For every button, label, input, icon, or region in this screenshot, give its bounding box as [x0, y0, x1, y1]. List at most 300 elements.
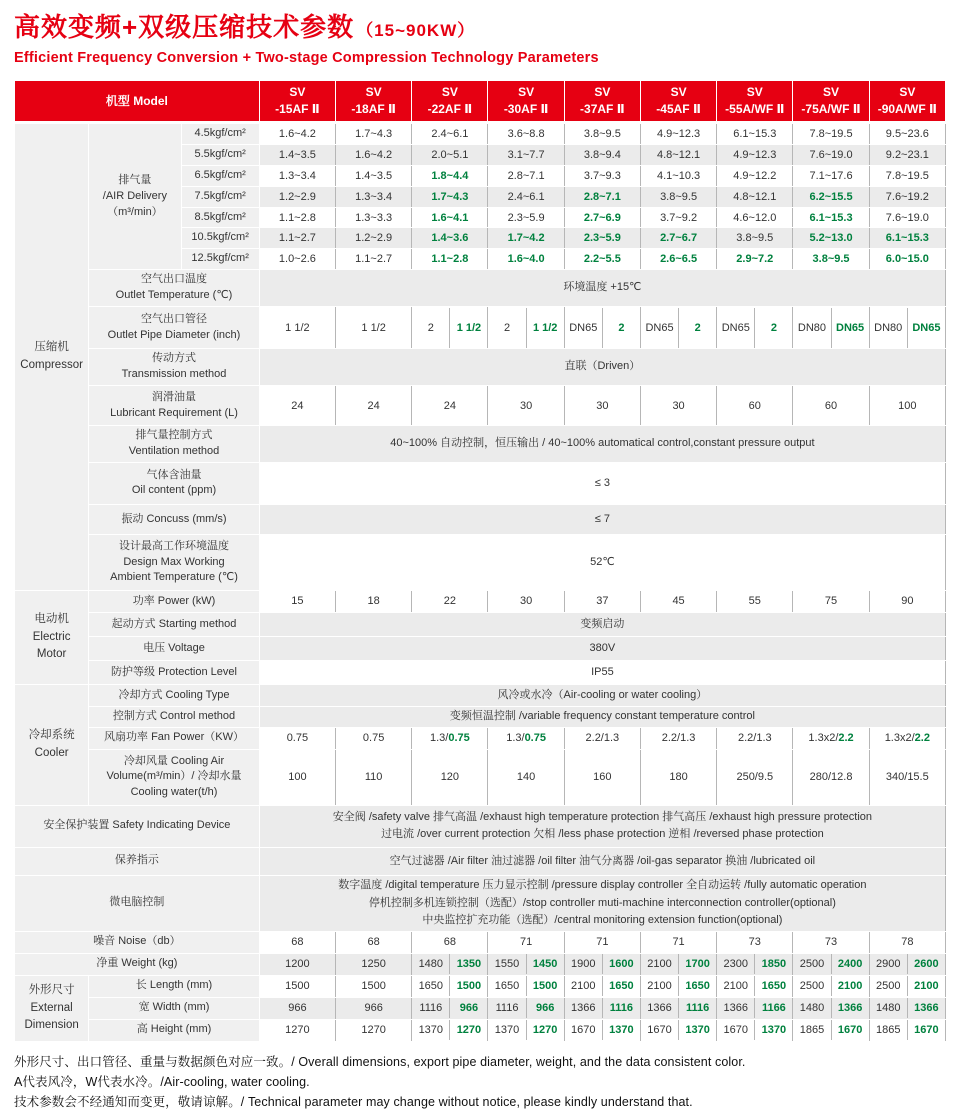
value-cell	[336, 590, 412, 612]
row-ventilation-method	[15, 426, 946, 463]
value-text: 1.6~4.2	[355, 148, 393, 161]
value-text: DN80	[874, 321, 903, 334]
value-green: 3.8~9.5	[812, 253, 850, 266]
row-label: 高 Height (mm)	[89, 1019, 260, 1041]
value-text: 22	[443, 595, 456, 608]
value-text: 380V	[589, 641, 616, 654]
value-text: 2500	[799, 980, 825, 993]
value-green: 1.6~4.1	[431, 211, 469, 224]
value-cell	[717, 997, 793, 1019]
value-text: 160	[593, 771, 612, 784]
value-green: 2	[770, 321, 777, 334]
value-green: 2.6~6.5	[660, 253, 698, 266]
value-text: 1.1~2.7	[278, 232, 316, 245]
value-cell	[640, 186, 716, 207]
row-concuss	[15, 504, 946, 534]
value-cell	[717, 931, 793, 953]
row-oil-content	[15, 462, 946, 504]
footer-note-color: 外形尺寸、出口管径、重量与数据颜色对应一致。/ Overall dimensions, export pipe diameter, weight, and the data consistent color.	[14, 1054, 746, 1069]
value-cell	[488, 931, 564, 953]
value-cell	[336, 207, 412, 228]
value-text: 2.2/1.3	[737, 732, 772, 745]
value-green: 1650	[761, 980, 787, 993]
value-green: 1270	[532, 1024, 558, 1037]
value-cell	[869, 186, 945, 207]
value-cell	[488, 228, 564, 249]
value-cell	[488, 997, 564, 1019]
value-green: 1.7~4.2	[507, 232, 545, 245]
value-cell	[793, 228, 869, 249]
value-green: 2.8~7.1	[583, 190, 621, 203]
value-cell	[640, 307, 716, 349]
value-green: 2100	[914, 980, 939, 993]
value-text: 24	[367, 399, 380, 412]
value-cell	[793, 186, 869, 207]
value-cell	[564, 997, 640, 1019]
span-value	[259, 426, 945, 463]
value-cell	[640, 122, 716, 144]
value-text: 直联（Driven）	[564, 360, 641, 373]
value-cell	[640, 1019, 716, 1041]
row-height	[15, 1019, 946, 1041]
row-label: 空气出口温度 Outlet Temperature (℃)	[89, 270, 260, 307]
value-text: 2500	[799, 958, 825, 971]
value-cell	[336, 144, 412, 165]
model-column-header: SV -30AF Ⅱ	[488, 81, 564, 123]
row-width	[15, 997, 946, 1019]
value-cell	[640, 997, 716, 1019]
model-column-header: SV -45AF Ⅱ	[640, 81, 716, 123]
pressure-sublabel: 8.5kgf/cm²	[181, 207, 259, 228]
value-text: 78	[901, 936, 914, 949]
value-cell	[869, 727, 945, 749]
value-text: 24	[291, 399, 304, 412]
value-text: 966	[288, 1002, 307, 1015]
value-text: 1116	[419, 1002, 443, 1015]
value-cell	[793, 975, 869, 997]
value-text: 3.7~9.3	[583, 169, 621, 182]
value-cell	[869, 1019, 945, 1041]
value-cell	[793, 749, 869, 805]
value-cell	[488, 727, 564, 749]
value-text: 过电流 /over current protection 欠相 /less phase protection 逆相 /reversed phase protection	[381, 828, 824, 841]
value-green: 2.2	[838, 732, 854, 745]
value-cell	[717, 590, 793, 612]
value-text: 1.1~2.7	[355, 253, 393, 266]
value-text: 1.2~2.9	[355, 232, 393, 245]
value-text: 1.1~2.8	[278, 211, 316, 224]
value-cell	[336, 997, 412, 1019]
value-text: 3.7~9.2	[660, 211, 698, 224]
value-cell	[564, 207, 640, 228]
value-cell	[640, 931, 716, 953]
value-cell	[412, 165, 488, 186]
value-text: 7.8~19.5	[885, 169, 929, 182]
value-text: 2100	[571, 980, 596, 993]
value-text: IP55	[591, 665, 614, 678]
value-text: 71	[519, 936, 533, 949]
value-text: 2.3~5.9	[507, 211, 545, 224]
row-lubricant-requirement	[15, 386, 946, 426]
value-text: 3.8~9.5	[660, 190, 698, 203]
value-cell	[717, 975, 793, 997]
value-text: 1200	[285, 958, 310, 971]
value-cell	[640, 165, 716, 186]
value-text: 180	[669, 771, 688, 784]
value-cell	[412, 727, 488, 749]
row-outlet-temperature	[15, 270, 946, 307]
value-cell	[717, 207, 793, 228]
row-label: 排气量 /AIR Delivery （m³/min）	[89, 122, 181, 270]
value-cell	[488, 144, 564, 165]
value-text: 3.6~8.8	[507, 127, 545, 140]
row-label: 传动方式 Transmission method	[89, 349, 260, 386]
value-green: 6.1~15.3	[809, 211, 853, 224]
row-label: 功率 Power (kW)	[89, 590, 260, 612]
value-text: DN65	[569, 321, 598, 334]
value-cell	[640, 207, 716, 228]
value-cell	[717, 122, 793, 144]
value-green: 966	[535, 1002, 555, 1015]
value-cell	[488, 165, 564, 186]
value-cell	[336, 249, 412, 270]
pressure-sublabel: 5.5kgf/cm²	[181, 144, 259, 165]
value-text: 3.8~9.5	[736, 232, 774, 245]
value-green: 1.8~4.4	[431, 169, 469, 182]
value-text: 数字温度 /digital temperature 压力显示控制 /pressure display controller 全自动运转 /fully automatic operation	[338, 879, 867, 892]
value-green: 6.2~15.5	[809, 190, 853, 203]
value-green: 2400	[837, 958, 863, 971]
value-text: 1865	[876, 1024, 901, 1037]
value-cell	[869, 975, 945, 997]
value-text: 1270	[285, 1024, 310, 1037]
span-value	[259, 847, 945, 875]
value-text: 2300	[723, 958, 748, 971]
value-green: 1670	[837, 1024, 863, 1037]
value-cell	[412, 228, 488, 249]
group-label: 电动机 Electric Motor	[15, 590, 89, 684]
span-value	[259, 660, 945, 684]
value-cell	[412, 207, 488, 228]
row-label: 空气出口管径 Outlet Pipe Diameter (inch)	[89, 307, 260, 349]
value-cell	[640, 249, 716, 270]
value-text: 1.3~3.3	[355, 211, 393, 224]
value-text: 环境温度 +15℃	[563, 281, 642, 294]
value-cell	[488, 749, 564, 805]
value-green: DN65	[836, 321, 865, 334]
value-text: 2100	[647, 980, 672, 993]
value-cell	[869, 386, 945, 426]
value-text: 1366	[571, 1002, 596, 1015]
row-label: 冷却风量 Cooling Air Volume(m³/min）/ 冷却水量 Cooling water(t/h)	[89, 749, 260, 805]
value-text: 2	[503, 321, 511, 334]
value-cell	[793, 144, 869, 165]
row-cooling-air-volume	[15, 749, 946, 805]
value-text: 73	[748, 936, 761, 949]
value-text: 1550	[494, 958, 520, 971]
row-label: 润滑油量 Lubricant Requirement (L)	[89, 386, 260, 426]
value-green: DN65	[912, 321, 941, 334]
value-text: 100	[288, 771, 307, 784]
value-cell	[412, 749, 488, 805]
row-fan-power	[15, 727, 946, 749]
value-text: 1116	[495, 1002, 519, 1015]
value-cell	[640, 228, 716, 249]
value-text: 120	[440, 771, 460, 784]
value-cell	[336, 386, 412, 426]
value-cell	[488, 590, 564, 612]
model-column-header: SV -22AF Ⅱ	[412, 81, 488, 123]
row-label: 电压 Voltage	[89, 636, 260, 660]
value-cell	[259, 1019, 335, 1041]
value-cell	[259, 165, 335, 186]
value-text: 1900	[571, 958, 596, 971]
value-text: 1366	[647, 1002, 672, 1015]
value-text: 2.8~7.1	[507, 169, 545, 182]
value-cell	[259, 186, 335, 207]
value-text: DN65	[721, 321, 750, 334]
value-text: 1865	[799, 1024, 825, 1037]
value-green: 2.3~5.9	[583, 232, 621, 245]
value-text: 2900	[876, 958, 901, 971]
value-text: 风冷或水冷（Air-cooling or water cooling）	[497, 688, 708, 701]
value-text: 空气过滤器 /Air filter 油过滤器 /oil filter 油气分离器 /oil-gas separator 换油 /lubricated oil	[389, 854, 816, 867]
value-text: 280/12.8	[809, 771, 853, 784]
row-label: 起动方式 Starting method	[89, 612, 260, 636]
group-label: 外形尺寸 External Dimension	[15, 975, 89, 1041]
row-power	[15, 590, 946, 612]
value-text: 4.9~12.2	[733, 169, 777, 182]
value-cell	[336, 931, 412, 953]
value-text: 1370	[418, 1024, 444, 1037]
row-label: 控制方式 Control method	[89, 706, 260, 727]
value-text: 2.4~6.1	[507, 190, 545, 203]
value-text: 2100	[647, 958, 672, 971]
value-text: 60	[748, 399, 761, 412]
value-text: 250/9.5	[736, 771, 774, 784]
value-green: 1500	[532, 980, 558, 993]
value-cell	[640, 144, 716, 165]
page-subtitle: Efficient Frequency Conversion + Two-stage Compression Technology Parameters	[14, 50, 599, 67]
value-green: 2.7~6.7	[660, 232, 698, 245]
value-cell	[640, 953, 716, 975]
value-cell	[869, 590, 945, 612]
value-cell	[717, 144, 793, 165]
value-text: 1650	[494, 980, 520, 993]
value-cell	[717, 953, 793, 975]
model-column-header: SV -18AF Ⅱ	[336, 81, 412, 123]
value-cell	[564, 186, 640, 207]
value-text: ≤ 3	[594, 476, 610, 489]
value-text: 1.0~2.6	[278, 253, 316, 266]
row-cooling-type	[15, 684, 946, 706]
value-cell	[488, 186, 564, 207]
value-green: 2600	[914, 958, 939, 971]
value-green: 2100	[837, 980, 863, 993]
value-text: 1.6~4.2	[278, 127, 316, 140]
row-microcomputer-control	[15, 875, 946, 931]
value-green: 1370	[761, 1024, 787, 1037]
group-label: 冷却系统 Cooler	[15, 684, 89, 805]
value-green: 1.1~2.8	[431, 253, 469, 266]
value-green: 1 1/2	[532, 321, 558, 334]
value-text: 68	[367, 936, 380, 949]
value-cell	[259, 122, 335, 144]
value-text: 30	[519, 595, 533, 608]
row-label: 防护等级 Protection Level	[89, 660, 260, 684]
value-text: 30	[672, 399, 685, 412]
value-text: 68	[443, 936, 456, 949]
value-text: 1.3~3.4	[355, 190, 393, 203]
value-cell	[717, 727, 793, 749]
value-cell	[259, 953, 335, 975]
value-text: 3.8~9.4	[583, 148, 621, 161]
row-label: 排气量控制方式 Ventilation method	[89, 426, 260, 463]
value-text: 1 1/2	[285, 321, 310, 334]
value-text: 15	[291, 595, 304, 608]
value-text: 55	[748, 595, 761, 608]
value-green: 2	[694, 321, 701, 334]
value-text: DN65	[645, 321, 674, 334]
value-cell	[564, 975, 640, 997]
footer-note-disclaimer: 技术参数会不经通知而变更，敬请谅解。/ Technical parameter may change without notice, please kindly understand that.	[14, 1094, 693, 1109]
row-length	[15, 975, 946, 997]
value-green: 1 1/2	[456, 321, 482, 334]
value-green: 2.9~7.2	[736, 253, 774, 266]
value-cell	[793, 386, 869, 426]
value-cell	[793, 727, 869, 749]
value-text: 90	[901, 595, 914, 608]
value-text: 1670	[723, 1024, 748, 1037]
value-text: 1500	[361, 980, 386, 993]
value-green: 2	[618, 321, 625, 334]
value-text: 7.6~19.0	[885, 211, 929, 224]
row-noise	[15, 931, 946, 953]
value-text: 68	[291, 936, 304, 949]
value-text: 60	[824, 399, 838, 412]
value-green: 1450	[532, 958, 558, 971]
value-cell	[488, 207, 564, 228]
row-air-delivery-4.5	[15, 122, 946, 144]
value-cell	[259, 975, 335, 997]
value-cell	[869, 931, 945, 953]
value-text: 6.1~15.3	[733, 127, 777, 140]
pressure-sublabel: 10.5kgf/cm²	[181, 228, 259, 249]
footer-notes	[14, 1052, 946, 1110]
value-green: 2.2~5.5	[583, 253, 621, 266]
value-cell	[412, 122, 488, 144]
value-text: 1.4~3.5	[355, 169, 393, 182]
row-label: 安全保护装置 Safety Indicating Device	[15, 805, 260, 847]
row-starting-method	[15, 612, 946, 636]
value-cell	[640, 749, 716, 805]
value-cell	[640, 975, 716, 997]
value-green: 1116	[686, 1002, 710, 1015]
page-title-size-range: （15~90KW）	[356, 21, 476, 40]
value-cell	[488, 953, 564, 975]
row-label: 冷却方式 Cooling Type	[89, 684, 260, 706]
value-cell	[564, 931, 640, 953]
row-label: 设计最高工作环境温度 Design Max Working Ambient Temperature (℃)	[89, 534, 260, 590]
value-text: ≤ 7	[594, 512, 610, 525]
value-text: 1.3/	[506, 732, 525, 745]
page-title	[14, 12, 946, 43]
value-text: 75	[824, 595, 838, 608]
value-cell	[793, 122, 869, 144]
model-column-header: SV -75A/WF Ⅱ	[793, 81, 869, 123]
value-cell	[412, 144, 488, 165]
model-header-label: 机型 Model	[15, 81, 260, 123]
value-cell	[793, 931, 869, 953]
value-green: 1650	[685, 980, 710, 993]
value-cell	[488, 122, 564, 144]
value-green: 0.75	[524, 732, 546, 745]
value-text: 30	[519, 399, 533, 412]
value-cell	[793, 249, 869, 270]
value-text: 变频恒温控制 /variable frequency constant temperature control	[449, 710, 755, 723]
value-text: 1.3/	[429, 732, 449, 745]
value-cell	[336, 749, 412, 805]
spec-table	[14, 80, 946, 1042]
value-text: 4.8~12.1	[733, 190, 777, 203]
row-label: 净重 Weight (kg)	[15, 953, 260, 975]
pressure-sublabel: 4.5kgf/cm²	[181, 122, 259, 144]
value-cell	[564, 228, 640, 249]
value-cell	[259, 997, 335, 1019]
value-cell	[869, 207, 945, 228]
value-green: 1116	[609, 1002, 634, 1015]
value-text: 1480	[799, 1002, 825, 1015]
value-cell	[869, 953, 945, 975]
value-cell	[869, 249, 945, 270]
value-cell	[336, 1019, 412, 1041]
value-cell	[564, 144, 640, 165]
value-green: 1366	[914, 1002, 939, 1015]
value-text: 2	[427, 321, 434, 334]
value-text: 1.2~2.9	[278, 190, 316, 203]
value-cell	[259, 249, 335, 270]
value-cell	[564, 1019, 640, 1041]
value-cell	[412, 590, 488, 612]
pressure-sublabel: 7.5kgf/cm²	[181, 186, 259, 207]
row-label: 宽 Width (mm)	[89, 997, 260, 1019]
value-cell	[336, 186, 412, 207]
value-text: 0.75	[362, 732, 385, 745]
span-value	[259, 636, 945, 660]
model-column-header: SV -55A/WF Ⅱ	[717, 81, 793, 123]
value-cell	[412, 931, 488, 953]
value-cell	[564, 165, 640, 186]
value-green: 966	[459, 1002, 479, 1015]
value-text: 2.2/1.3	[585, 732, 620, 745]
value-cell	[336, 122, 412, 144]
value-text: 9.2~23.1	[885, 148, 929, 161]
value-green: 1166	[761, 1002, 786, 1015]
value-cell	[488, 975, 564, 997]
pressure-sublabel: 12.5kgf/cm²	[181, 249, 259, 270]
value-cell	[259, 727, 335, 749]
value-text: 30	[596, 399, 609, 412]
span-value	[259, 270, 945, 307]
value-text: 1270	[361, 1024, 386, 1037]
value-cell	[488, 307, 564, 349]
value-cell	[412, 975, 488, 997]
value-cell	[869, 165, 945, 186]
row-label: 振动 Concuss (mm/s)	[89, 504, 260, 534]
span-value	[259, 684, 945, 706]
value-text: 0.75	[286, 732, 309, 745]
value-text: 1.3~3.4	[278, 169, 316, 182]
